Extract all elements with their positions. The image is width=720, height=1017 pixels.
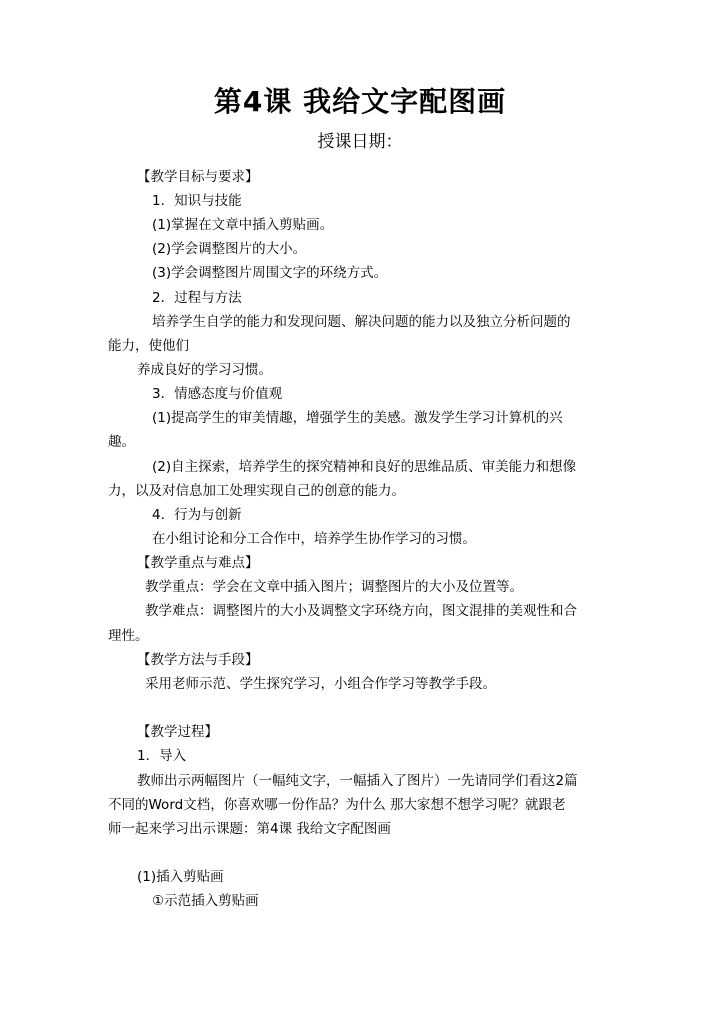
lesson-date-label: 授课日期： xyxy=(317,132,403,152)
knowledge-item-3: (3)学会调整图片周围文字的环绕方式。 xyxy=(152,265,388,281)
behavior-heading: 4．行为与创新 xyxy=(152,507,242,523)
emotion-item-2-line-2: 力，以及对信息加工处理实现自己的创意的能力。 xyxy=(108,483,405,499)
clipart-heading: (1)插入剪贴画 xyxy=(137,869,224,885)
behavior-line: 在小组讨论和分工合作中，培养学生协作学习的习惯。 xyxy=(152,531,476,547)
emotion-item-1-line-1: (1)提高学生的审美情趣，增强学生的美感。激发学生学习计算机的兴 xyxy=(152,410,563,426)
knowledge-item-2: (2)学会调整图片的大小。 xyxy=(152,241,307,257)
key-heading: 【教学重点与难点】 xyxy=(137,555,259,571)
clipart-step: ①示范插入剪贴画 xyxy=(152,893,259,909)
key-point: 教学重点：学会在文章中插入图片；调整图片的大小及位置等。 xyxy=(145,579,523,595)
difficult-point-line-2: 理性。 xyxy=(108,628,149,644)
lesson-title: 第4课 我给文字配图画 xyxy=(213,85,507,118)
process-heading: 2．过程与方法 xyxy=(152,290,242,306)
emotion-item-2-line-1: (2)自主探索，培养学生的探究精神和良好的思维品质、审美能力和想像 xyxy=(152,459,577,475)
intro-heading: 1．导入 xyxy=(137,748,187,764)
process-paragraph-line-2: 能力，使他们 xyxy=(108,338,189,354)
intro-line-2: 不同的Word文档，你喜欢哪一份作品？为什么 那大家想不想学习呢？就跟老 xyxy=(108,797,566,813)
intro-line-1: 教师出示两幅图片（一幅纯文字，一幅插入了图片）一先请同学们看这2篇 xyxy=(137,773,578,789)
knowledge-heading: 1．知识与技能 xyxy=(152,193,242,209)
emotion-item-1-line-2: 趣。 xyxy=(108,434,135,450)
intro-line-3: 师一起来学习出示课题：第4课 我给文字配图画 xyxy=(108,821,391,837)
process-paragraph-line-3: 养成良好的学习习惯。 xyxy=(137,362,272,378)
process-paragraph-line-1: 培养学生自学的能力和发现问题、解决问题的能力以及独立分析问题的 xyxy=(152,314,571,330)
process-main-heading: 【教学过程】 xyxy=(137,724,218,740)
emotion-heading: 3．情感态度与价值观 xyxy=(152,386,283,402)
method-line: 采用老师示范、学生探究学习，小组合作学习等教学手段。 xyxy=(145,676,496,692)
knowledge-item-1: (1)掌握在文章中插入剪贴画。 xyxy=(152,217,334,233)
method-heading: 【教学方法与手段】 xyxy=(137,652,259,668)
goals-heading: 【教学目标与要求】 xyxy=(137,169,259,185)
difficult-point-line-1: 教学难点：调整图片的大小及调整文字环绕方向，图文混排的美观性和合 xyxy=(145,603,577,619)
